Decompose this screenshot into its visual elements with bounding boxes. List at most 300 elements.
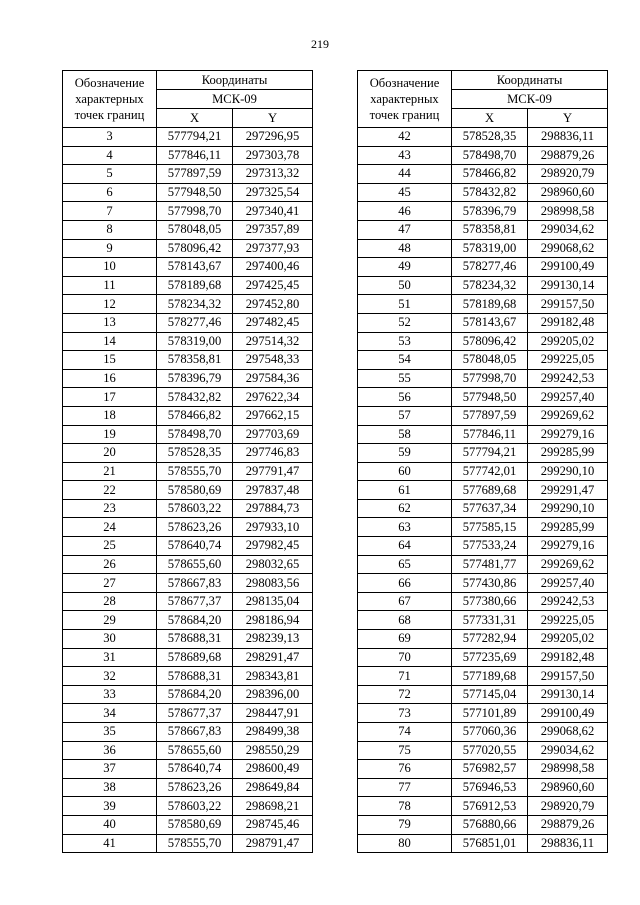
table-row [63,481,313,500]
table-row [63,797,313,816]
point-number-cell: 61 [358,481,452,500]
y-coordinate-cell: 298960,60 [528,183,608,202]
point-number-cell: 49 [358,258,452,277]
y-coordinate-cell: 299279,16 [528,425,608,444]
point-number-cell: 46 [358,202,452,221]
y-coordinate-cell: 299285,99 [528,444,608,463]
y-coordinate-cell: 299205,02 [528,332,608,351]
table-row [63,648,313,667]
y-coordinate-cell: 298600,49 [233,760,313,779]
table-row [358,462,608,481]
table-row [63,258,313,277]
coordinate-system-header: МСК-09 [452,90,608,109]
y-coordinate-cell: 299257,40 [528,574,608,593]
table-row [358,183,608,202]
table-header-row [358,71,608,90]
point-number-cell: 11 [63,276,157,295]
table-row [358,778,608,797]
table-row [358,220,608,239]
table-row [358,574,608,593]
y-coordinate-cell: 297622,34 [233,388,313,407]
point-number-cell: 73 [358,704,452,723]
x-coordinate-cell: 578277,46 [157,313,233,332]
point-number-cell: 34 [63,704,157,723]
table-row [63,592,313,611]
x-coordinate-cell: 578667,83 [157,574,233,593]
x-coordinate-cell: 577948,50 [157,183,233,202]
table-row [63,704,313,723]
y-coordinate-cell: 299225,05 [528,611,608,630]
point-number-cell: 32 [63,667,157,686]
x-coordinate-cell: 578143,67 [157,258,233,277]
x-coordinate-cell: 578555,70 [157,834,233,853]
table-row [358,537,608,556]
y-coordinate-cell: 299269,62 [528,555,608,574]
x-coordinate-cell: 578048,05 [452,351,528,370]
x-coordinate-cell: 577430,86 [452,574,528,593]
x-coordinate-cell: 578277,46 [452,258,528,277]
x-coordinate-cell: 577948,50 [452,388,528,407]
designation-header-line: характерных [370,92,439,106]
table-row [358,258,608,277]
x-coordinate-cell: 578689,68 [157,648,233,667]
table-row [358,555,608,574]
table-row [358,834,608,853]
table-row [358,630,608,649]
y-coordinate-cell: 299130,14 [528,276,608,295]
x-coordinate-cell: 578396,79 [157,369,233,388]
point-number-cell: 10 [63,258,157,277]
y-coordinate-cell: 298998,58 [528,760,608,779]
y-coordinate-cell: 298920,79 [528,797,608,816]
x-coordinate-cell: 578555,70 [157,462,233,481]
y-coordinate-cell: 298879,26 [528,146,608,165]
x-coordinate-cell: 578234,32 [452,276,528,295]
designation-header-line: точек границ [369,108,440,122]
point-number-cell: 14 [63,332,157,351]
x-coordinate-cell: 578396,79 [452,202,528,221]
point-number-cell: 39 [63,797,157,816]
x-coordinate-cell: 578189,68 [452,295,528,314]
point-number-cell: 38 [63,778,157,797]
table-row [358,499,608,518]
table-row [63,815,313,834]
point-number-cell: 20 [63,444,157,463]
y-coordinate-cell: 298698,21 [233,797,313,816]
y-coordinate-cell: 297548,33 [233,351,313,370]
x-coordinate-cell: 577998,70 [157,202,233,221]
y-coordinate-cell: 297400,46 [233,258,313,277]
point-number-cell: 55 [358,369,452,388]
y-coordinate-cell: 297425,45 [233,276,313,295]
x-coordinate-cell: 578684,20 [157,611,233,630]
y-coordinate-cell: 297837,48 [233,481,313,500]
y-coordinate-cell: 297482,45 [233,313,313,332]
x-coordinate-cell: 578603,22 [157,499,233,518]
point-number-cell: 45 [358,183,452,202]
point-number-cell: 51 [358,295,452,314]
y-column-header: Y [528,109,608,128]
y-coordinate-cell: 297791,47 [233,462,313,481]
point-number-cell: 29 [63,611,157,630]
table-row [63,388,313,407]
point-number-cell: 40 [63,815,157,834]
table-row [358,332,608,351]
table-row [63,146,313,165]
x-coordinate-cell: 577101,89 [452,704,528,723]
point-number-cell: 76 [358,760,452,779]
table-row [358,351,608,370]
point-number-cell: 67 [358,592,452,611]
point-number-cell: 36 [63,741,157,760]
y-coordinate-cell: 298135,04 [233,592,313,611]
y-coordinate-cell: 299100,49 [528,258,608,277]
table-row [358,760,608,779]
y-coordinate-cell: 298396,00 [233,685,313,704]
x-coordinate-cell: 578655,60 [157,555,233,574]
x-coordinate-cell: 576851,01 [452,834,528,853]
table-row [358,146,608,165]
x-coordinate-cell: 577235,69 [452,648,528,667]
x-coordinate-cell: 577020,55 [452,741,528,760]
point-number-cell: 31 [63,648,157,667]
y-coordinate-cell: 298239,13 [233,630,313,649]
y-coordinate-cell: 298649,84 [233,778,313,797]
designation-header [63,71,157,128]
point-number-cell: 50 [358,276,452,295]
point-number-cell: 59 [358,444,452,463]
x-coordinate-cell: 577742,01 [452,462,528,481]
table-header-row [63,71,313,90]
x-coordinate-cell: 578580,69 [157,815,233,834]
table-row [358,592,608,611]
x-coordinate-cell: 576946,53 [452,778,528,797]
y-coordinate-cell: 299242,53 [528,369,608,388]
x-coordinate-cell: 578623,26 [157,518,233,537]
point-number-cell: 79 [358,815,452,834]
table-row [63,685,313,704]
x-coordinate-cell: 577998,70 [452,369,528,388]
x-coordinate-cell: 577794,21 [157,128,233,147]
table-row [63,834,313,853]
coordinates-table-right [357,70,608,853]
designation-header-line: точек границ [74,108,145,122]
x-coordinate-cell: 578432,82 [452,183,528,202]
x-coordinate-cell: 578358,81 [157,351,233,370]
point-number-cell: 30 [63,630,157,649]
point-number-cell: 77 [358,778,452,797]
x-coordinate-cell: 577145,04 [452,685,528,704]
x-column-header: X [157,109,233,128]
y-coordinate-cell: 297662,15 [233,406,313,425]
y-coordinate-cell: 299291,47 [528,481,608,500]
x-coordinate-cell: 578498,70 [157,425,233,444]
table-row [358,128,608,147]
point-number-cell: 68 [358,611,452,630]
y-coordinate-cell: 297325,54 [233,183,313,202]
table-row [358,202,608,221]
x-coordinate-cell: 578667,83 [157,723,233,742]
y-coordinate-cell: 297584,36 [233,369,313,388]
table-row [358,276,608,295]
x-coordinate-cell: 578498,70 [452,146,528,165]
point-number-cell: 12 [63,295,157,314]
point-number-cell: 35 [63,723,157,742]
table-row [63,220,313,239]
table-row [358,388,608,407]
y-coordinate-cell: 299034,62 [528,220,608,239]
table-row [358,685,608,704]
table-row [63,276,313,295]
point-number-cell: 3 [63,128,157,147]
x-coordinate-cell: 578623,26 [157,778,233,797]
table-row [358,165,608,184]
x-coordinate-cell: 578677,37 [157,592,233,611]
point-number-cell: 41 [63,834,157,853]
y-coordinate-cell: 298343,81 [233,667,313,686]
table-row [63,667,313,686]
table-row [358,481,608,500]
y-coordinate-cell: 297296,95 [233,128,313,147]
y-coordinate-cell: 297340,41 [233,202,313,221]
point-number-cell: 37 [63,760,157,779]
table-row [63,128,313,147]
y-coordinate-cell: 299157,50 [528,667,608,686]
table-row [358,425,608,444]
designation-header-line: Обозначение [74,76,145,90]
y-coordinate-cell: 299242,53 [528,592,608,611]
table-row [358,723,608,742]
point-number-cell: 57 [358,406,452,425]
point-number-cell: 23 [63,499,157,518]
table-row [63,723,313,742]
point-number-cell: 48 [358,239,452,258]
y-coordinate-cell: 298998,58 [528,202,608,221]
point-number-cell: 5 [63,165,157,184]
point-number-cell: 25 [63,537,157,556]
table-row [63,499,313,518]
y-coordinate-cell: 299279,16 [528,537,608,556]
x-coordinate-cell: 578319,00 [157,332,233,351]
table-row [63,202,313,221]
x-coordinate-cell: 578189,68 [157,276,233,295]
y-coordinate-cell: 299182,48 [528,648,608,667]
point-number-cell: 28 [63,592,157,611]
x-coordinate-cell: 578528,35 [157,444,233,463]
x-coordinate-cell: 578677,37 [157,704,233,723]
point-number-cell: 15 [63,351,157,370]
table-row [63,369,313,388]
y-coordinate-cell: 298836,11 [528,128,608,147]
y-coordinate-cell: 298960,60 [528,778,608,797]
y-coordinate-cell: 297933,10 [233,518,313,537]
x-coordinate-cell: 578640,74 [157,760,233,779]
point-number-cell: 54 [358,351,452,370]
table-row [358,815,608,834]
y-coordinate-cell: 299157,50 [528,295,608,314]
point-number-cell: 53 [358,332,452,351]
table-row [358,295,608,314]
designation-header [358,71,452,128]
table-row [358,648,608,667]
designation-header-line: Обозначение [369,76,440,90]
point-number-cell: 71 [358,667,452,686]
y-coordinate-cell: 299068,62 [528,239,608,258]
x-coordinate-cell: 577637,34 [452,499,528,518]
table-row [358,239,608,258]
y-coordinate-cell: 299034,62 [528,741,608,760]
y-coordinate-cell: 299068,62 [528,723,608,742]
x-coordinate-cell: 577533,24 [452,537,528,556]
point-number-cell: 7 [63,202,157,221]
table-row [63,555,313,574]
table-row [63,406,313,425]
table-row [63,313,313,332]
x-coordinate-cell: 578528,35 [452,128,528,147]
point-number-cell: 58 [358,425,452,444]
x-coordinate-cell: 577585,15 [452,518,528,537]
y-coordinate-cell: 297303,78 [233,146,313,165]
point-number-cell: 17 [63,388,157,407]
y-coordinate-cell: 298791,47 [233,834,313,853]
point-number-cell: 64 [358,537,452,556]
y-coordinate-cell: 297703,69 [233,425,313,444]
table-row [63,239,313,258]
x-coordinate-cell: 577846,11 [452,425,528,444]
x-coordinate-cell: 577846,11 [157,146,233,165]
x-coordinate-cell: 578432,82 [157,388,233,407]
x-column-header: X [452,109,528,128]
point-number-cell: 74 [358,723,452,742]
point-number-cell: 6 [63,183,157,202]
table-row [63,518,313,537]
point-number-cell: 78 [358,797,452,816]
y-coordinate-cell: 297982,45 [233,537,313,556]
x-coordinate-cell: 578096,42 [157,239,233,258]
point-number-cell: 52 [358,313,452,332]
point-number-cell: 19 [63,425,157,444]
x-coordinate-cell: 578319,00 [452,239,528,258]
y-coordinate-cell: 298499,38 [233,723,313,742]
table-row [63,183,313,202]
table-row [358,444,608,463]
table-row [63,165,313,184]
y-coordinate-cell: 297514,32 [233,332,313,351]
y-coordinate-cell: 297377,93 [233,239,313,258]
x-coordinate-cell: 576982,57 [452,760,528,779]
point-number-cell: 33 [63,685,157,704]
y-coordinate-cell: 298879,26 [528,815,608,834]
y-coordinate-cell: 297452,80 [233,295,313,314]
x-coordinate-cell: 578234,32 [157,295,233,314]
point-number-cell: 69 [358,630,452,649]
x-coordinate-cell: 577794,21 [452,444,528,463]
coordinates-table-left [62,70,313,853]
y-coordinate-cell: 299205,02 [528,630,608,649]
x-coordinate-cell: 578688,31 [157,667,233,686]
y-coordinate-cell: 297884,73 [233,499,313,518]
y-coordinate-cell: 298186,94 [233,611,313,630]
x-coordinate-cell: 577282,94 [452,630,528,649]
point-number-cell: 47 [358,220,452,239]
y-coordinate-cell: 297746,83 [233,444,313,463]
x-coordinate-cell: 576912,53 [452,797,528,816]
coordinate-system-header: МСК-09 [157,90,313,109]
x-coordinate-cell: 577380,66 [452,592,528,611]
table-row [358,313,608,332]
y-coordinate-cell: 298836,11 [528,834,608,853]
y-coordinate-cell: 298550,29 [233,741,313,760]
x-coordinate-cell: 578048,05 [157,220,233,239]
table-row [358,611,608,630]
x-coordinate-cell: 577481,77 [452,555,528,574]
y-coordinate-cell: 299269,62 [528,406,608,425]
y-coordinate-cell: 299225,05 [528,351,608,370]
point-number-cell: 13 [63,313,157,332]
point-number-cell: 8 [63,220,157,239]
x-coordinate-cell: 578640,74 [157,537,233,556]
point-number-cell: 18 [63,406,157,425]
designation-header-line: характерных [75,92,144,106]
y-coordinate-cell: 299257,40 [528,388,608,407]
x-coordinate-cell: 577060,36 [452,723,528,742]
point-number-cell: 66 [358,574,452,593]
x-coordinate-cell: 577689,68 [452,481,528,500]
point-number-cell: 80 [358,834,452,853]
table-row [63,444,313,463]
x-coordinate-cell: 578603,22 [157,797,233,816]
table-row [358,704,608,723]
point-number-cell: 9 [63,239,157,258]
y-column-header: Y [233,109,313,128]
coordinates-header: Координаты [452,71,608,90]
point-number-cell: 65 [358,555,452,574]
x-coordinate-cell: 578684,20 [157,685,233,704]
x-coordinate-cell: 578358,81 [452,220,528,239]
x-coordinate-cell: 578143,67 [452,313,528,332]
y-coordinate-cell: 299290,10 [528,462,608,481]
table-row [63,574,313,593]
point-number-cell: 56 [358,388,452,407]
point-number-cell: 16 [63,369,157,388]
point-number-cell: 42 [358,128,452,147]
y-coordinate-cell: 297313,32 [233,165,313,184]
x-coordinate-cell: 578096,42 [452,332,528,351]
point-number-cell: 75 [358,741,452,760]
table-row [63,630,313,649]
table-row [358,741,608,760]
table-row [358,667,608,686]
point-number-cell: 43 [358,146,452,165]
x-coordinate-cell: 577331,31 [452,611,528,630]
table-row [63,351,313,370]
y-coordinate-cell: 299130,14 [528,685,608,704]
y-coordinate-cell: 298083,56 [233,574,313,593]
x-coordinate-cell: 578466,82 [157,406,233,425]
coordinates-header: Координаты [157,71,313,90]
point-number-cell: 62 [358,499,452,518]
point-number-cell: 24 [63,518,157,537]
table-row [358,518,608,537]
y-coordinate-cell: 298447,91 [233,704,313,723]
y-coordinate-cell: 299100,49 [528,704,608,723]
y-coordinate-cell: 298920,79 [528,165,608,184]
table-row [63,760,313,779]
table-row [63,778,313,797]
table-row [358,369,608,388]
point-number-cell: 27 [63,574,157,593]
point-number-cell: 26 [63,555,157,574]
